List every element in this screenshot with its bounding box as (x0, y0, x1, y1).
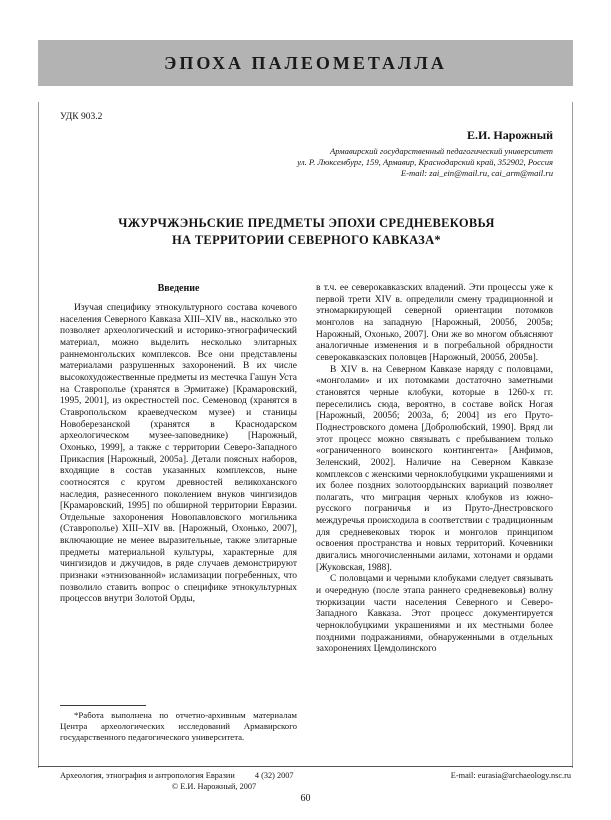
left-column (60, 283, 297, 743)
body-paragraph: В XIV в. на Северном Кавказе наряду с половцами, «монголами» и их потомками достаточно заметными становятся черные клобуки, которые в 1260-х гг. переселились сюда, вероятно, в составе войск Ногая [Нарожный, 2005б; 2003а, б; 2004] из его Пруто-Поднестровского домена [Добролюбский, 1990]. Вряд ли этот процесс можно связывать с пребыванием только «ограниченного воинского контингента» [Анфимов, Зеленский, 2002]. Наличие на Северном Кавказе комплексов с женскими черноклобуцкими украшениями и их более поздних золотоордынских вариаций позволяет полагать, что миграция черных клобуков из южно-русского пограничья и из Пруто-Днестровского междуречья происходила в соответствии с традиционным для средневековых тюрок и монголов принципом освоения пространства и новых территорий. Кочевники двигались многочисленными аилами, хотонами и ордами [Жуковская, 1988]. (316, 364, 553, 573)
two-column-body (60, 283, 553, 743)
page-content (60, 112, 553, 743)
article-title-line2: НА ТЕРРИТОРИИ СЕВЕРНОГО КАВКАЗА* (172, 233, 441, 247)
body-paragraph: Изучая специфику этнокультурного состава кочевого населения Северного Кавказа XIII–XIV вв., насколько это позволяет археологический и историко-этнографический материал, можно выделить несколько элитарных раннемонгольских комплексов. Все они представлены материалами разрушенных захоронений. В их числе высокохудожественные предметы из местечка Гашун Уста на Ставрополье (хранятся в Эрмитаже) [Крамаровский, 1995, 2001], из окрестностей пос. Семеновод (хранятся в Ставропольском краеведческом музее) и станицы Новоберезанской (хранятся в Краснодарском археологическом музее-заповеднике) [Нарожный, Охонько, 1999], а также с территории Северо-Западного Прикаспия [Нарожный, 2005а]. Детали поясных наборов, входящие в состав указанных комплексов, ныне соотносятся с кругом древностей великоханского наследия, разнесенного поколением внуков чингизидов [Крамаровский, 1995] по обширной территории Евразии. Отдельные захоронения Новопавловского могильника (Ставрополье) XIII–XIV вв. [Нарожный, Охонько, 2007], включающие не менее выразительные, также элитарные предметы материальной культуры, характерные для чингизидов и джучидов, в ряде случаев демонстрируют признаки «этнизованной» исламизации погребенных, что позволило ставить вопрос о специфике этнокультурных процессов внутри Золотой Орды, (60, 303, 297, 605)
journal-name-and-issue (60, 771, 294, 780)
section-banner-title: ЭПОХА ПАЛЕОМЕТАЛЛА (164, 52, 447, 73)
body-paragraph: в т.ч. ее северокавказских владений. Эти процессы уже к первой трети XIV в. определили смену традиционной и этномаркирующей северной ориентации потомков монголов на западную [Нарожный, 2005б, 2005в; Нарожный, Охонько, 2007]. Они же во многом объясняют аналогичные изменения и в погребальной обрядности северокавказских половцев [Нарожный, 2005б, 2005в]. (316, 283, 553, 363)
article-title-line1: ЧЖУРЧЖЭНЬСКИЕ ПРЕДМЕТЫ ЭПОХИ СРЕДНЕВЕКОВЬЯ (118, 216, 495, 230)
section-banner (38, 40, 573, 86)
copyright-notice: © Е.И. Нарожный, 2007 (171, 782, 257, 791)
page-footer (38, 766, 573, 791)
journal-email: E-mail: eurasia@archaeology.nsc.ru (450, 771, 571, 780)
author-block (60, 128, 553, 179)
author-address: ул. Р. Люксембург, 159, Армавир, Краснодарский край, 352902, Россия (297, 157, 553, 167)
footer-journal-line (38, 771, 573, 780)
journal-name: Археология, этнография и антропология Евразии (60, 771, 235, 780)
author-email: E-mail: zai_ein@mail.ru, cai_arm@mail.ru (400, 168, 553, 178)
page-frame-left-rule (38, 102, 39, 768)
udk-code: УДК 903.2 (60, 112, 103, 122)
author-name: Е.И. Нарожный (467, 128, 553, 142)
page-number: 60 (300, 793, 311, 804)
footer-rule (38, 766, 573, 767)
journal-issue: 4 (32) 2007 (254, 771, 294, 780)
article-title (60, 215, 553, 249)
author-affiliation: Армавирский государственный педагогический университет (330, 146, 553, 156)
footnote-rule (60, 705, 146, 706)
body-paragraph: С половцами и черными клобуками следует связывать и очередную (после этапа раннего средневековья) волну тюркизации части населения Северного и Северо-Западного Кавказа. Этот процесс документируется черноклобуцкими украшениями и их местными более поздними подражаниями, обнаруженными в отдельных захоронениях Цемдолинского (316, 574, 553, 655)
footnote-text: *Работа выполнена по отчетно-архивным материалам Центра археологических исследований Армавирского государственного педагогического университета. (60, 710, 297, 742)
introduction-heading: Введение (157, 283, 200, 294)
footnote-block (60, 697, 297, 743)
page-frame-right-rule (572, 102, 573, 768)
right-column (316, 283, 553, 743)
